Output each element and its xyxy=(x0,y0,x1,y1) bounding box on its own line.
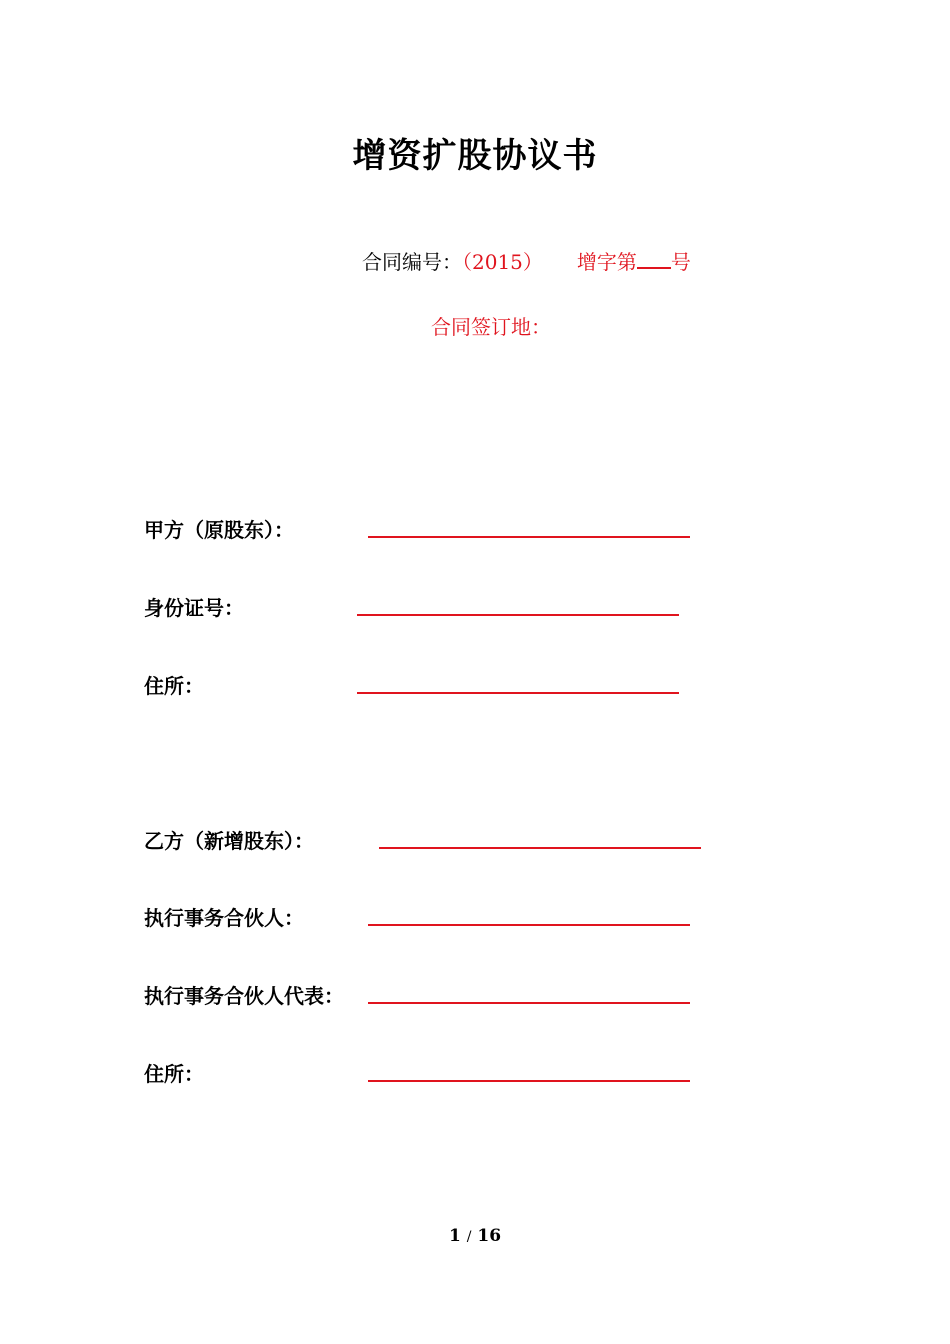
party-a-address-label: 住所： xyxy=(144,674,204,698)
party-a-name-blank[interactable] xyxy=(368,536,690,538)
party-b-address-label: 住所： xyxy=(144,1062,204,1086)
contract-number-line xyxy=(362,246,691,275)
party-b-address-blank[interactable] xyxy=(368,1080,690,1082)
contract-suffix: 号 xyxy=(670,250,691,274)
current-page: 1 xyxy=(448,1226,461,1246)
managing-partner-rep-label: 执行事务合伙人代表： xyxy=(144,984,344,1008)
contract-number-blank[interactable] xyxy=(637,251,671,269)
party-a-id-label: 身份证号： xyxy=(144,596,244,620)
contract-year: （2015） xyxy=(462,250,543,274)
document-title: 增资扩股协议书 xyxy=(352,136,598,176)
managing-partner-label: 执行事务合伙人： xyxy=(144,906,304,930)
managing-partner-rep-blank[interactable] xyxy=(368,1002,690,1004)
total-pages: 16 xyxy=(477,1226,502,1246)
party-b-name-blank[interactable] xyxy=(379,847,701,849)
page-separator: / xyxy=(466,1229,472,1245)
contract-number-label: 合同编号： xyxy=(362,250,462,274)
party-a-address-blank[interactable] xyxy=(357,692,679,694)
contract-prefix: 增字第 xyxy=(576,250,637,274)
page-number xyxy=(0,1226,950,1246)
party-b-name-label: 乙方（新增股东）： xyxy=(144,829,314,853)
party-a-name-label: 甲方（原股东）： xyxy=(144,518,294,542)
party-a-id-blank[interactable] xyxy=(357,614,679,616)
sign-place-label: 合同签订地： xyxy=(431,315,551,339)
managing-partner-blank[interactable] xyxy=(368,924,690,926)
